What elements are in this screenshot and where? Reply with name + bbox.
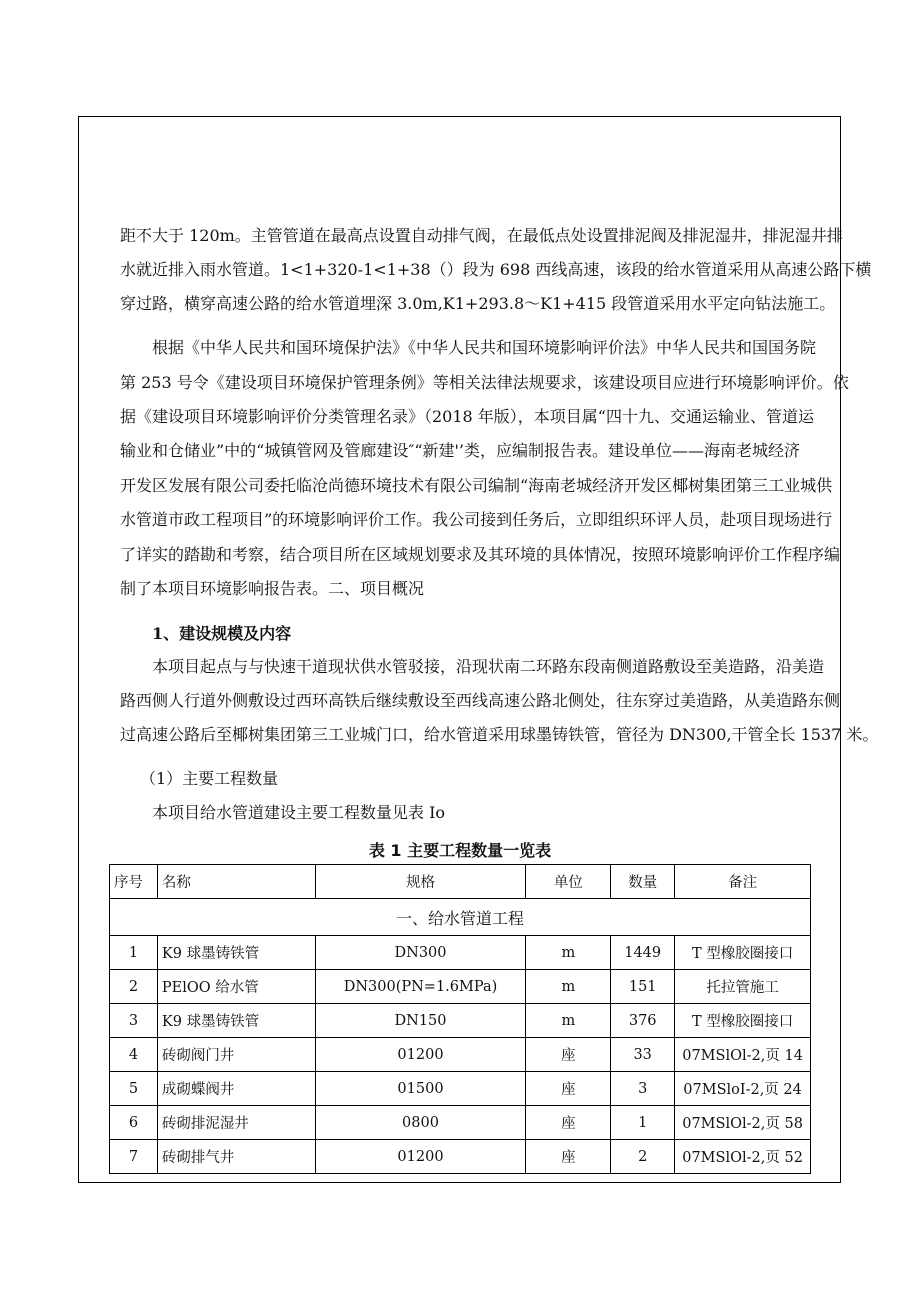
cell: 座 [526,1106,611,1140]
table-row [110,936,811,970]
paragraph-line: 据《建设项目环境影响评价分类管理名录》（2018 年版），本项目属“四十九、交通运输业、管道运 [120,407,814,426]
cell: 托拉管施工 [675,970,811,1004]
cell: 07MSlOl-2,页 14 [675,1038,811,1072]
col-header: 序号 [110,865,158,899]
cell: m [526,1004,611,1038]
cell: 07MSlOl-2,页 52 [675,1140,811,1174]
paragraph-line: 距不大于 120m。主管管道在最高点设置自动排气阀，在最低点处设置排泥阀及排泥湿井，排泥湿井排 [120,226,843,245]
cell: 33 [611,1038,675,1072]
quantity-table [109,864,811,1174]
cell: 砖砌阀门井 [157,1038,315,1072]
table-row [110,1004,811,1038]
cell: 07MSloI-2,页 24 [675,1072,811,1106]
cell: 座 [526,1072,611,1106]
paragraph-line: 水管道市政工程项目”的环境影响评价工作。我公司接到任务后，立即组织环评人员，赴项目现场进行 [120,510,833,529]
table-row [110,1106,811,1140]
cell: 376 [611,1004,675,1038]
cell: 1 [110,936,158,970]
paragraph-line: 根据《中华人民共和国环境保护法》《中华人民共和国环境影响评价法》中华人民共和国国务院 [152,338,817,357]
cell: PElOO 给水管 [157,970,315,1004]
paragraph-line: 了详实的踏勘和考察，结合项目所在区域规划要求及其环境的具体情况，按照环境影响评价工作程序编 [120,545,841,564]
paragraph-line: 输业和仓储业”中的“城镇管网及管廊建设″“新建'’类，应编制报告表。建设单位——海南老城经济 [120,441,801,460]
cell: 成砌蝶阀井 [157,1072,315,1106]
table-caption: 表 1 主要工程数量一览表 [368,841,552,860]
cell: 砖砌排气井 [157,1140,315,1174]
cell: DN300(PN=1.6MPa) [315,970,526,1004]
paragraph-line: 开发区发展有限公司委托临沧尚德环境技术有限公司编制“海南老城经济开发区椰树集团第三工业城供 [120,476,833,495]
table-section-row [110,899,811,936]
cell: 座 [526,1140,611,1174]
paragraph-line: 过高速公路后至椰树集团第三工业城门口，给水管道采用球墨铸铁管，管径为 DN300,干管全长 1537 米。 [120,725,879,744]
cell: 7 [110,1140,158,1174]
cell: DN300 [315,936,526,970]
section-label: 一、给水管道工程 [110,899,811,936]
cell: 2 [611,1140,675,1174]
paragraph-line: 穿过路，横穿高速公路的给水管道埋深 3.0m,K1+293.8～K1+415 段管道采用水平定向钻法施工。 [120,294,836,313]
col-header: 单位 [526,865,611,899]
cell: m [526,970,611,1004]
paragraph-line: 本项目给水管道建设主要工程数量见表 Io [152,803,446,822]
table-row [110,1038,811,1072]
cell: 1449 [611,936,675,970]
cell: 01500 [315,1072,526,1106]
cell: 2 [110,970,158,1004]
table-row [110,1072,811,1106]
paragraph-line: 制了本项目环境影响报告表。二、项目概况 [120,579,425,598]
table-row [110,970,811,1004]
col-header: 备注 [675,865,811,899]
cell: 4 [110,1038,158,1072]
col-header: 规格 [315,865,526,899]
cell: 07MSlOl-2,页 58 [675,1106,811,1140]
cell: K9 球墨铸铁管 [157,936,315,970]
table-row [110,1140,811,1174]
cell: T 型橡胶圈接口 [675,1004,811,1038]
cell: 01200 [315,1140,526,1174]
subsection-heading: （1）主要工程数量 [140,769,279,788]
cell: 1 [611,1106,675,1140]
cell: 151 [611,970,675,1004]
col-header: 名称 [157,865,315,899]
cell: 01200 [315,1038,526,1072]
cell: m [526,936,611,970]
paragraph-line: 路西侧人行道外侧敷设过西环高铁后继续敷设至西线高速公路北侧处，往东穿过美造路，从美造路东侧 [120,691,841,710]
cell: 3 [110,1004,158,1038]
cell: 座 [526,1038,611,1072]
cell: 6 [110,1106,158,1140]
cell: 3 [611,1072,675,1106]
table-header-row [110,865,811,899]
section-heading: 1、建设规模及内容 [152,624,292,643]
cell: T 型橡胶圈接口 [675,936,811,970]
col-header: 数量 [611,865,675,899]
paragraph-line: 第 253 号令《建设项目环境保护管理条例》等相关法律法规要求，该建设项目应进行环境影响评价。依 [120,373,849,392]
paragraph-line: 本项目起点与与快速干道现状供水管驳接，沿现状南二环路东段南侧道路敷设至美造路，沿美造 [152,657,825,676]
cell: 5 [110,1072,158,1106]
cell: 砖砌排泥湿井 [157,1106,315,1140]
cell: K9 球墨铸铁管 [157,1004,315,1038]
paragraph-line: 水就近排入雨水管道。1<1+320-1<1+38（）段为 698 西线高速，该段的给水管道采用从高速公路下横 [120,260,872,279]
cell: 0800 [315,1106,526,1140]
cell: DN150 [315,1004,526,1038]
